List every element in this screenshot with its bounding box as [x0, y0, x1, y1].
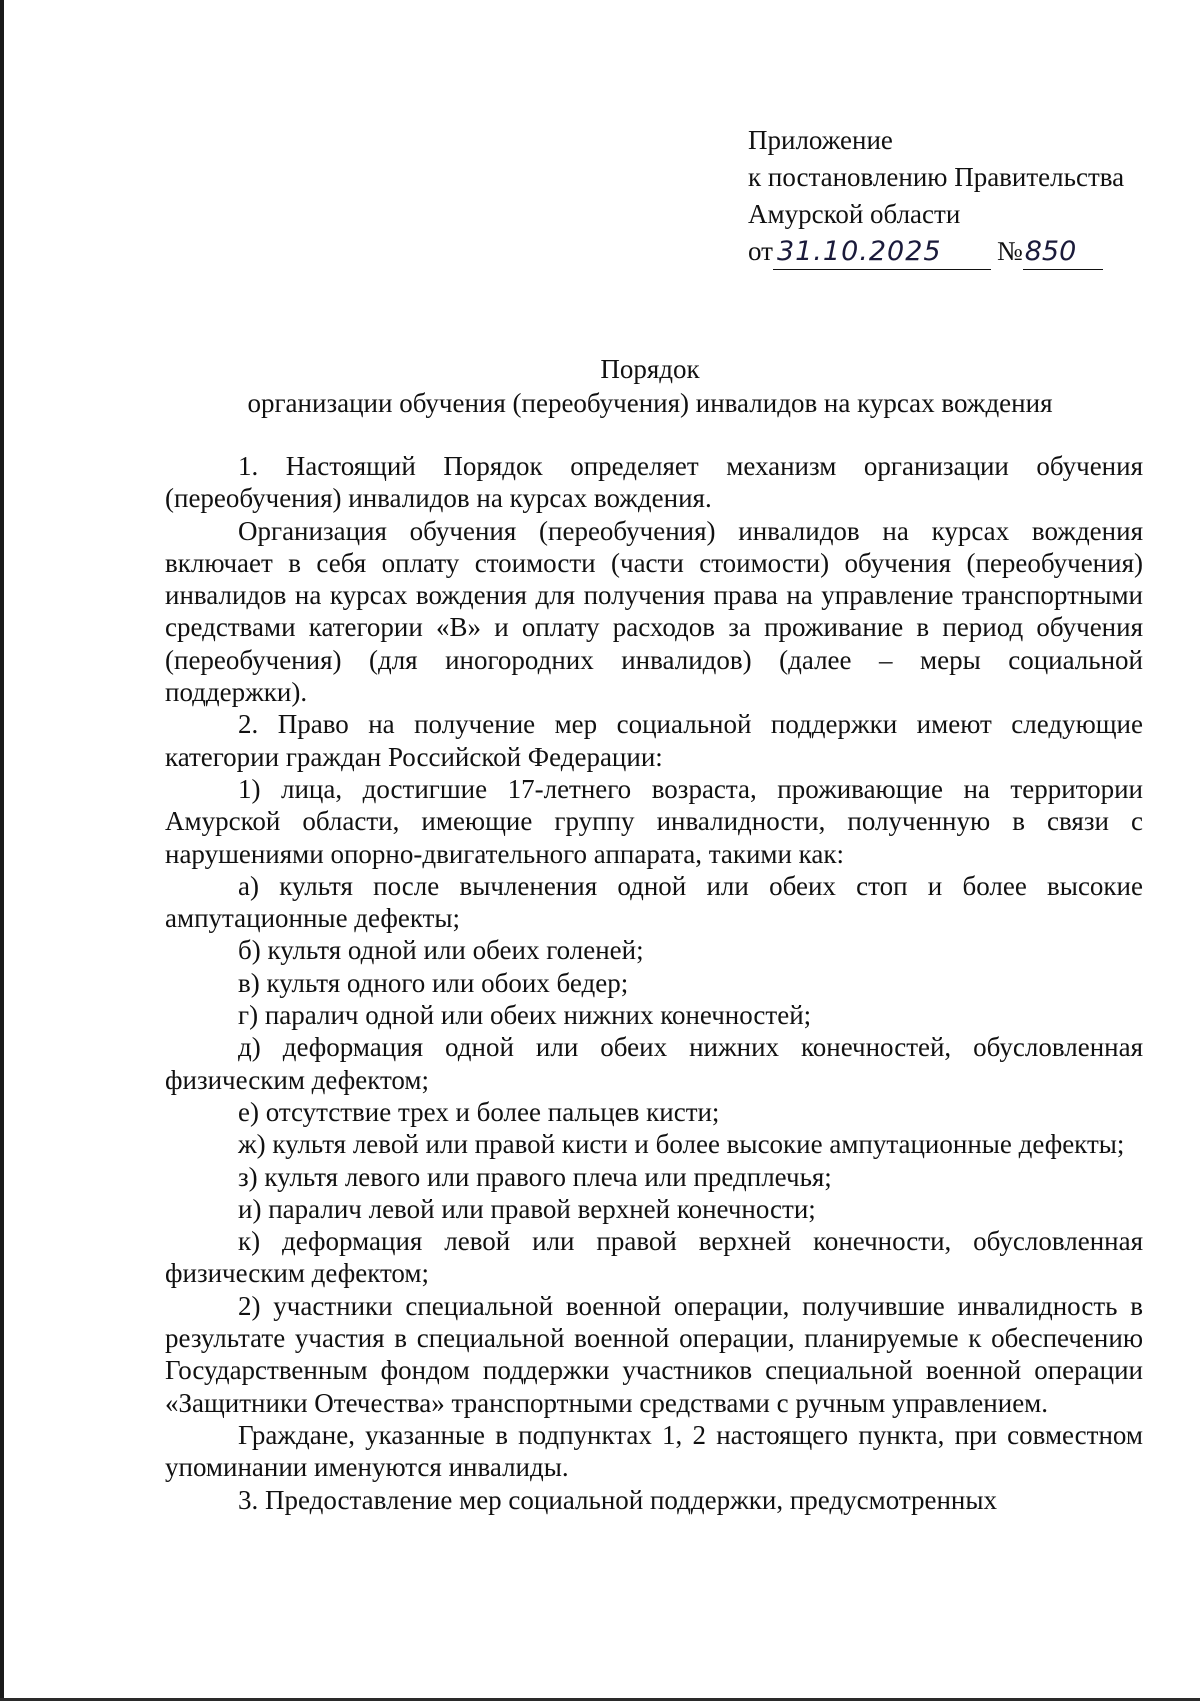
appendix-block — [748, 122, 1124, 270]
date-prefix: от — [748, 236, 773, 266]
appendix-title: Приложение — [748, 125, 893, 155]
title-subheading: организации обучения (переобучения) инвалидов на курсах вождения — [247, 388, 1053, 418]
list-item-z: з) культя левого или правого плеча или предплечья; — [238, 1161, 832, 1192]
handwritten-number: 850 — [1023, 235, 1103, 270]
paragraph-3: 2. Право на получение мер социальной поддержки имеют следующие категории граждан Российской Федерации: — [165, 709, 1143, 772]
paragraph-5: 2) участники специальной военной операции, получившие инвалидность в результате участия в специальной военной операции, планируемые к обеспечению Государственным фондом поддержки участников специальной военной операции «Защитники Отечества» транспортными средствами с ручным управлением. — [165, 1290, 1143, 1418]
document-title — [170, 352, 1130, 420]
handwritten-date: 31.10.2025 — [773, 235, 991, 270]
paragraph-1: 1. Настоящий Порядок определяет механизм организации обучения (переобучения) инвалидов на курсах вождения. — [165, 451, 1143, 514]
appendix-reference: к постановлению Правительства — [748, 162, 1125, 192]
list-item-e: е) отсутствие трех и более пальцев кисти; — [238, 1096, 720, 1127]
document-body — [165, 450, 1143, 1516]
list-item-d: д) деформация одной или обеих нижних конечностей, обусловленная физическим дефектом; — [165, 1032, 1143, 1095]
paragraph-4: 1) лица, достигшие 17-летнего возраста, проживающие на территории Амурской области, имеющие группу инвалидности, полученную в связи с нарушениями опорно-двигательного аппарата, такими как: — [165, 773, 1143, 869]
list-item-i: и) паралич левой или правой верхней конечности; — [238, 1193, 816, 1224]
list-item-v: в) культя одного или обоих бедер; — [238, 967, 629, 998]
list-item-zh: ж) культя левой или правой кисти и более высокие ампутационные дефекты; — [238, 1129, 1125, 1160]
appendix-date-number — [748, 233, 1124, 270]
list-item-g: г) паралич одной или обеих нижних конечностей; — [238, 1000, 812, 1031]
list-item-a: а) культя после вычленения одной или обеих стоп и более высокие ампутационные дефекты; — [165, 870, 1143, 934]
paragraph-7: 3. Предоставление мер социальной поддержки, предусмотренных — [238, 1484, 998, 1515]
paragraph-2: Организация обучения (переобучения) инвалидов на курсах вождения включает в себя оплату стоимости (части стоимости) обучения (переобучения) инвалидов на курсах вождения для получения права на управление транспортными средствами категории «В» и оплату расходов за проживание в период обучения (переобучения) (для иногородних инвалидов) (далее – меры социальной поддержки). — [165, 515, 1143, 708]
appendix-region: Амурской области — [748, 199, 961, 229]
title-heading: Порядок — [600, 354, 700, 384]
list-item-b: б) культя одной или обеих голеней; — [238, 935, 644, 966]
paragraph-6: Граждане, указанные в подпунктах 1, 2 настоящего пункта, при совместном упоминании именуются инвалиды. — [165, 1419, 1143, 1483]
number-prefix: № — [996, 236, 1023, 266]
list-item-k: к) деформация левой или правой верхней конечности, обусловленная физическим дефектом; — [165, 1226, 1143, 1289]
scan-edge-left — [0, 0, 4, 1701]
